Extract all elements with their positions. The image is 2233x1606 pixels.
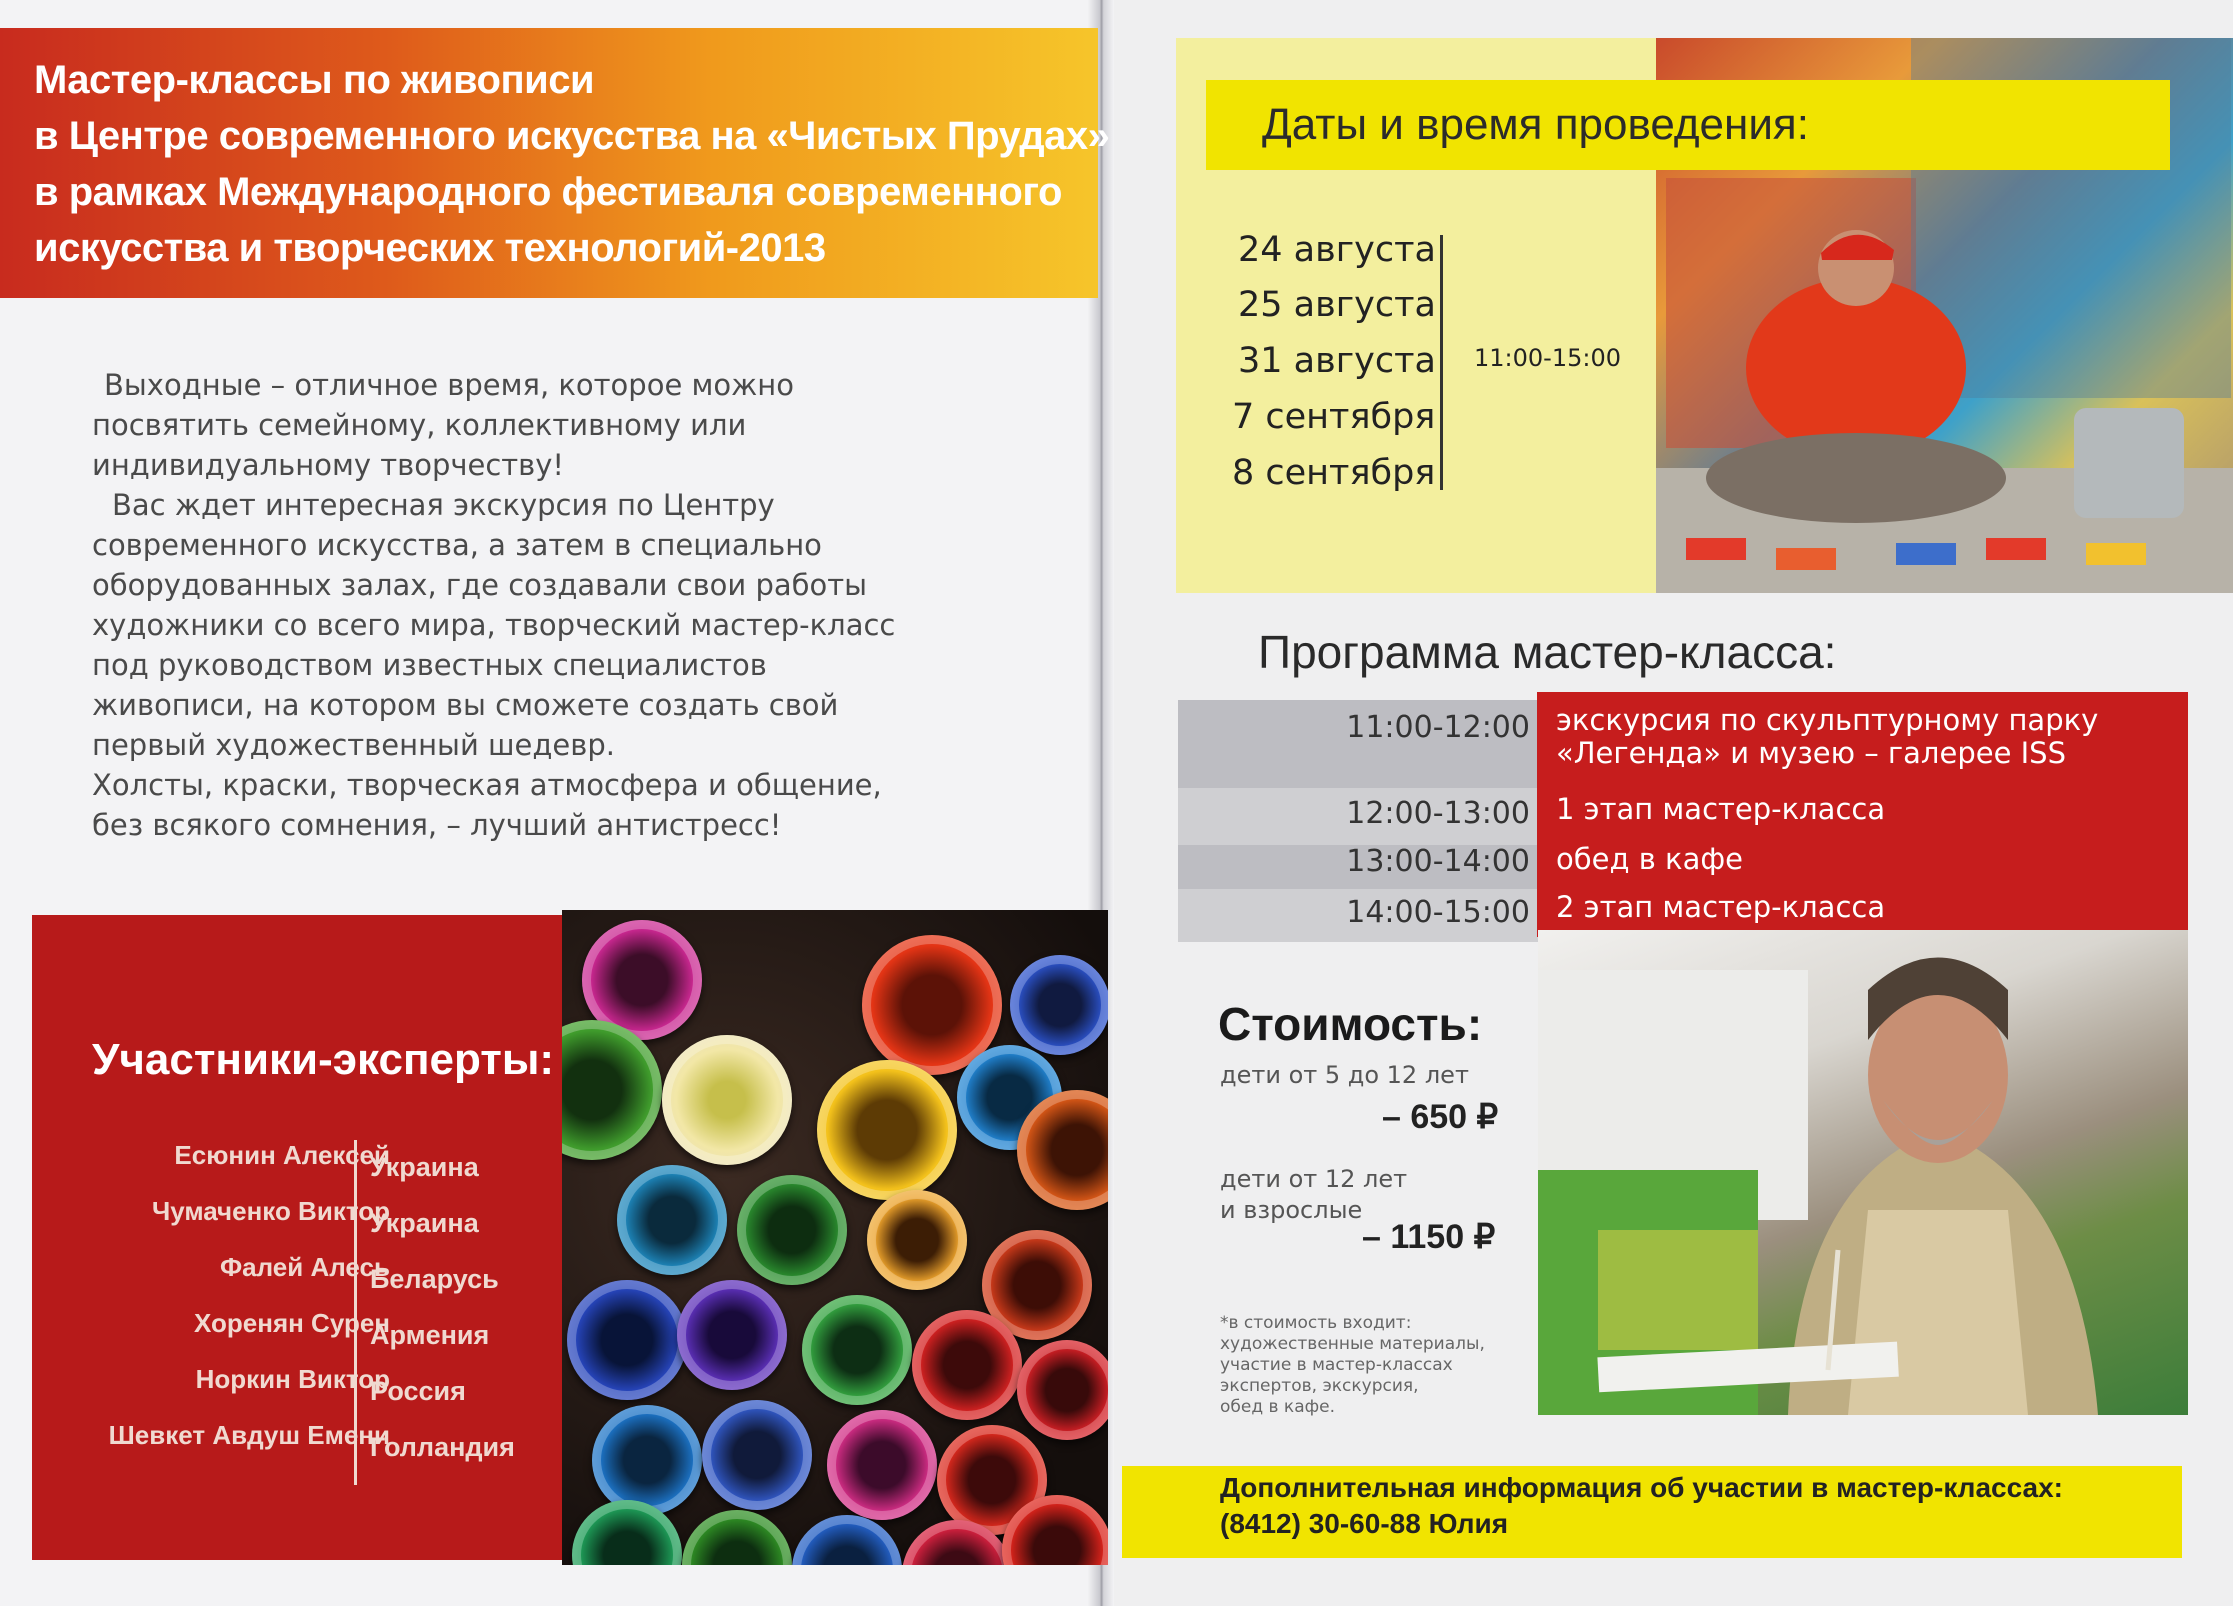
expert-name: Есюнин Алексей	[174, 1140, 390, 1170]
cost-adult-price: – 1150 ₽	[1362, 1218, 1496, 1256]
intro-line: Холсты, краски, творческая атмосфера и общение,	[92, 768, 882, 802]
paint-jar	[737, 1175, 847, 1285]
paint-jar	[827, 1410, 937, 1520]
paint-jar	[592, 1405, 702, 1515]
expert-country: Голландия	[370, 1432, 515, 1462]
cost-adult-label: и взрослые	[1220, 1196, 1363, 1224]
paint-jar	[682, 1510, 792, 1565]
date-item: 8 сентября	[1232, 453, 1436, 493]
intro-line: Выходные – отличное время, которое можно	[104, 368, 794, 402]
dates-divider	[1440, 235, 1443, 490]
schedule-time: 11:00-12:00	[1346, 710, 1530, 745]
paint-jar	[1017, 1340, 1108, 1440]
dates-time: 11:00-15:00	[1474, 344, 1621, 372]
experts-panel	[32, 915, 572, 1560]
intro-line: посвятить семейному, коллективному или	[92, 408, 747, 442]
cost-note-line: участие в мастер-классах	[1220, 1355, 1453, 1375]
paint-jar	[567, 1280, 687, 1400]
expert-country: Украина	[370, 1152, 479, 1182]
cost-note-line: экспертов, экскурсия,	[1220, 1376, 1419, 1396]
expert-name: Норкин Виктор	[195, 1364, 390, 1394]
header-line-4: искусства и творческих технологий-2013	[34, 226, 826, 270]
paint-jar	[662, 1035, 792, 1165]
schedule-time: 12:00-13:00	[1346, 796, 1530, 831]
expert-name: Шевкет Авдуш Емени	[108, 1420, 390, 1450]
cost-kids-price: – 650 ₽	[1382, 1098, 1499, 1136]
intro-line: Вас ждет интересная экскурсия по Центру	[112, 488, 775, 522]
program-title: Программа мастер-класса:	[1258, 626, 1837, 678]
cost-kids-label: дети от 5 до 12 лет	[1220, 1061, 1469, 1089]
paint-jar	[677, 1280, 787, 1390]
schedule-activity: «Легенда» и музею – галерее ISS	[1556, 736, 2066, 770]
paint-jar	[867, 1190, 967, 1290]
cost-note-line: обед в кафе.	[1220, 1397, 1336, 1417]
intro-line: без всякого сомнения, – лучший антистресс!	[92, 808, 782, 842]
paint-jar	[802, 1295, 912, 1405]
intro-line: живописи, на котором вы сможете создать свой	[92, 688, 839, 722]
paint-jar	[562, 1020, 662, 1160]
header-line-3: в рамках Международного фестиваля современного	[34, 170, 1062, 214]
header-banner	[0, 28, 1110, 298]
paint-jar	[617, 1165, 727, 1275]
expert-country: Россия	[370, 1376, 466, 1406]
cost-title: Стоимость:	[1218, 998, 1483, 1050]
intro-line: художники со всего мира, творческий мастер-класс	[92, 608, 896, 642]
schedule-activity: 1 этап мастер-класса	[1556, 792, 1886, 826]
dates-title: Даты и время проведения:	[1262, 100, 1809, 149]
paint-jar	[792, 1515, 902, 1565]
artist-photo	[1538, 930, 2188, 1415]
header-line-2: в Центре современного искусства на «Чистых Прудах»	[34, 114, 1110, 158]
date-item: 24 августа	[1238, 230, 1436, 270]
paint-jar	[702, 1400, 812, 1510]
expert-name: Фалей Алесь	[219, 1252, 390, 1282]
expert-country: Украина	[370, 1208, 479, 1238]
schedule-activity: обед в кафе	[1556, 842, 1743, 876]
intro-line: первый художественный шедевр.	[92, 728, 615, 762]
schedule-time: 13:00-14:00	[1346, 844, 1530, 879]
expert-country: Беларусь	[370, 1264, 499, 1294]
header-line-1: Мастер-классы по живописи	[34, 58, 595, 102]
date-item: 25 августа	[1238, 285, 1436, 325]
cost-adult-label: дети от 12 лет	[1220, 1165, 1408, 1193]
intro-line: индивидуальному творчеству!	[92, 448, 565, 482]
paint-jars-photo	[562, 910, 1108, 1565]
expert-country: Армения	[370, 1320, 490, 1350]
schedule-activity: 2 этап мастер-класса	[1556, 890, 1886, 924]
intro-line: под руководством известных специалистов	[92, 648, 767, 682]
intro-line: оборудованных залах, где создавали свои работы	[92, 568, 868, 602]
cost-note-line: *в стоимость входит:	[1220, 1313, 1412, 1333]
cost-note-line: художественные материалы,	[1220, 1334, 1485, 1354]
schedule-time: 14:00-15:00	[1346, 895, 1530, 930]
paint-jar	[817, 1060, 957, 1200]
schedule-activity: экскурсия по скульптурному парку	[1556, 703, 2099, 737]
paint-jar	[912, 1310, 1022, 1420]
info-phone: (8412) 30-60-88 Юлия	[1220, 1508, 1509, 1539]
expert-name: Хоренян Сурен	[194, 1308, 390, 1338]
expert-name: Чумаченко Виктор	[151, 1196, 390, 1226]
intro-line: современного искусства, а затем в специально	[92, 528, 822, 562]
experts-title: Участники-эксперты:	[92, 1035, 555, 1084]
date-item: 31 августа	[1238, 341, 1436, 381]
date-item: 7 сентября	[1232, 397, 1436, 437]
paint-jar	[1010, 955, 1108, 1055]
info-line: Дополнительная информация об участии в мастер-классах:	[1220, 1472, 2063, 1503]
